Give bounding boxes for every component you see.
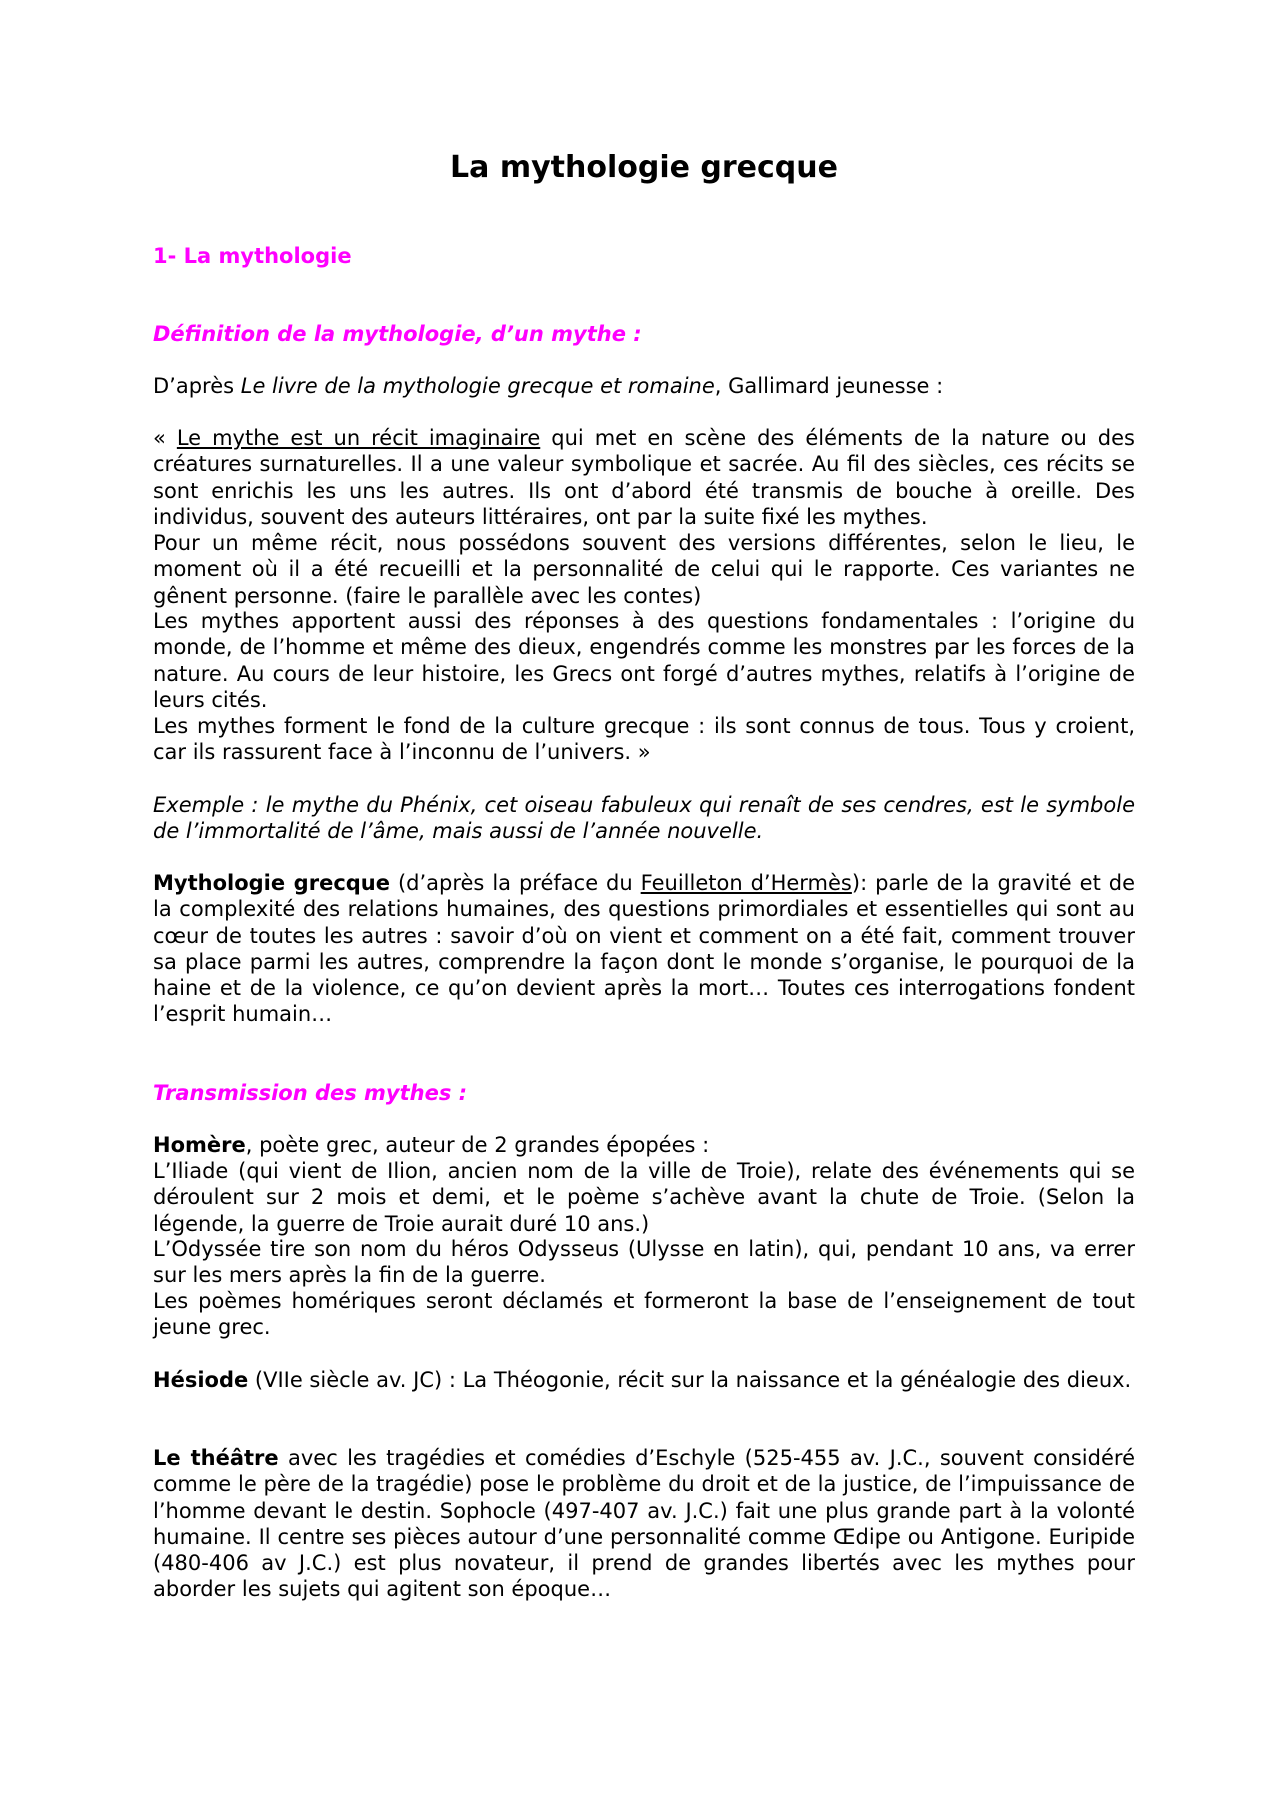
- section-heading-mythologie: 1- La mythologie: [153, 244, 352, 268]
- iliade-paragraph: L’Iliade (qui vient de Ilion, ancien nom de la ville de Troie), relate des événements qui se déroulent sur 2 mois et demi, et le poème s’achève avant la chute de Troie. (Selon la légende, la guerre de Troie aurait duré 10 ans.): [153, 1159, 1135, 1236]
- theatre-term: Le théâtre: [153, 1446, 279, 1470]
- quote-paragraph-2: Pour un même récit, nous possédons souvent des versions différentes, selon le lieu, le moment où il a été recueilli et la personnalité de celui qui le rapporte. Ces variantes ne gênent personne. (faire le parallèle avec les contes): [153, 531, 1135, 608]
- mythologie-grecque-text: ): parle de la gravité et de la complexité des relations humaines, des questions primordiales et essentielles qui sont au cœur de toutes les autres : savoir d’où on vient et comment on a été fait, comment trouver sa place parmi les autres, comprendre la façon dont le monde s’organise, le pourquoi de la haine et de la violence, ce qu’on devient après la mort… Toutes ces interrogations fondent l’esprit humain…: [153, 871, 1136, 1027]
- poemes-paragraph: Les poèmes homériques seront déclamés et formeront la base de l’enseignement de tout jeune grec.: [153, 1289, 1135, 1340]
- mythologie-grecque-term: Mythologie grecque: [153, 871, 390, 895]
- subheading-transmission: Transmission des mythes :: [153, 1081, 468, 1105]
- theatre-text: avec les tragédies et comédies d’Eschyle (525-455 av. J.C., souvent considéré comme le père de la tragédie) pose le problème du droit et de la justice, de l’impuissance de l’homme devant le destin. Sophocle (497-407 av. J.C.) fait une plus grande part à la volonté humaine. Il centre ses pièces autour d’une personnalité comme Œdipe ou Antigone. Euripide (480-406 av J.C.) est plus novateur, il prend de grandes libertés avec les mythes pour aborder les sujets qui agitent son époque…: [153, 1446, 1135, 1602]
- quote-underlined-definition: Le mythe est un récit imaginaire: [176, 426, 541, 450]
- page-title: La mythologie grecque: [450, 150, 838, 185]
- source-suffix: , Gallimard jeunesse :: [714, 374, 944, 398]
- mythologie-grecque-prefix: (d’après la préface du: [390, 871, 641, 895]
- source-book-title: Le livre de la mythologie grecque et romaine: [240, 374, 715, 398]
- source-prefix: D’après: [153, 374, 241, 398]
- odyssee-paragraph: L’Odyssée tire son nom du héros Odysseus (Ulysse en latin), qui, pendant 10 ans, va errer sur les mers après la fin de la guerre.: [153, 1237, 1135, 1288]
- homere-term: Homère: [153, 1133, 246, 1157]
- hesiode-paragraph: [153, 1367, 1135, 1393]
- hesiode-term: Hésiode: [153, 1368, 249, 1392]
- mythologie-grecque-paragraph: [153, 870, 1135, 1028]
- homere-paragraph: [153, 1132, 1135, 1158]
- quote-text-1: qui met en scène des éléments de la nature ou des créatures surnaturelles. Il a une valeur symbolique et sacrée. Au fil des siècles, ces récits se sont enrichis les uns les autres. Ils ont d’abord été transmis de bouche à oreille. Des individus, souvent des auteurs littéraires, ont par la suite fixé les mythes.: [153, 426, 1135, 529]
- feuilleton-hermes-title: Feuilleton d’Hermès: [640, 871, 852, 895]
- quote-open-mark: «: [153, 426, 177, 450]
- homere-intro: , poète grec, auteur de 2 grandes épopées :: [245, 1133, 710, 1157]
- theatre-paragraph: [153, 1445, 1135, 1603]
- quote-paragraph-1: [153, 425, 1135, 530]
- quote-paragraph-4: Les mythes forment le fond de la culture grecque : ils sont connus de tous. Tous y croient, car ils rassurent face à l’inconnu de l’univers. »: [153, 714, 1135, 765]
- hesiode-text: (VIIe siècle av. JC) : La Théogonie, récit sur la naissance et la généalogie des dieux.: [248, 1368, 1132, 1392]
- example-paragraph: Exemple : le mythe du Phénix, cet oiseau fabuleux qui renaît de ses cendres, est le symbole de l’immortalité de l’âme, mais aussi de l’année nouvelle.: [153, 793, 1135, 844]
- subheading-definition: Définition de la mythologie, d’un mythe :: [153, 322, 642, 346]
- source-line: [153, 373, 1135, 399]
- quote-paragraph-3: Les mythes apportent aussi des réponses à des questions fondamentales : l’origine du monde, de l’homme et même des dieux, engendrés comme les monstres par les forces de la nature. Au cours de leur histoire, les Grecs ont forgé d’autres mythes, relatifs à l’origine de leurs cités.: [153, 609, 1135, 712]
